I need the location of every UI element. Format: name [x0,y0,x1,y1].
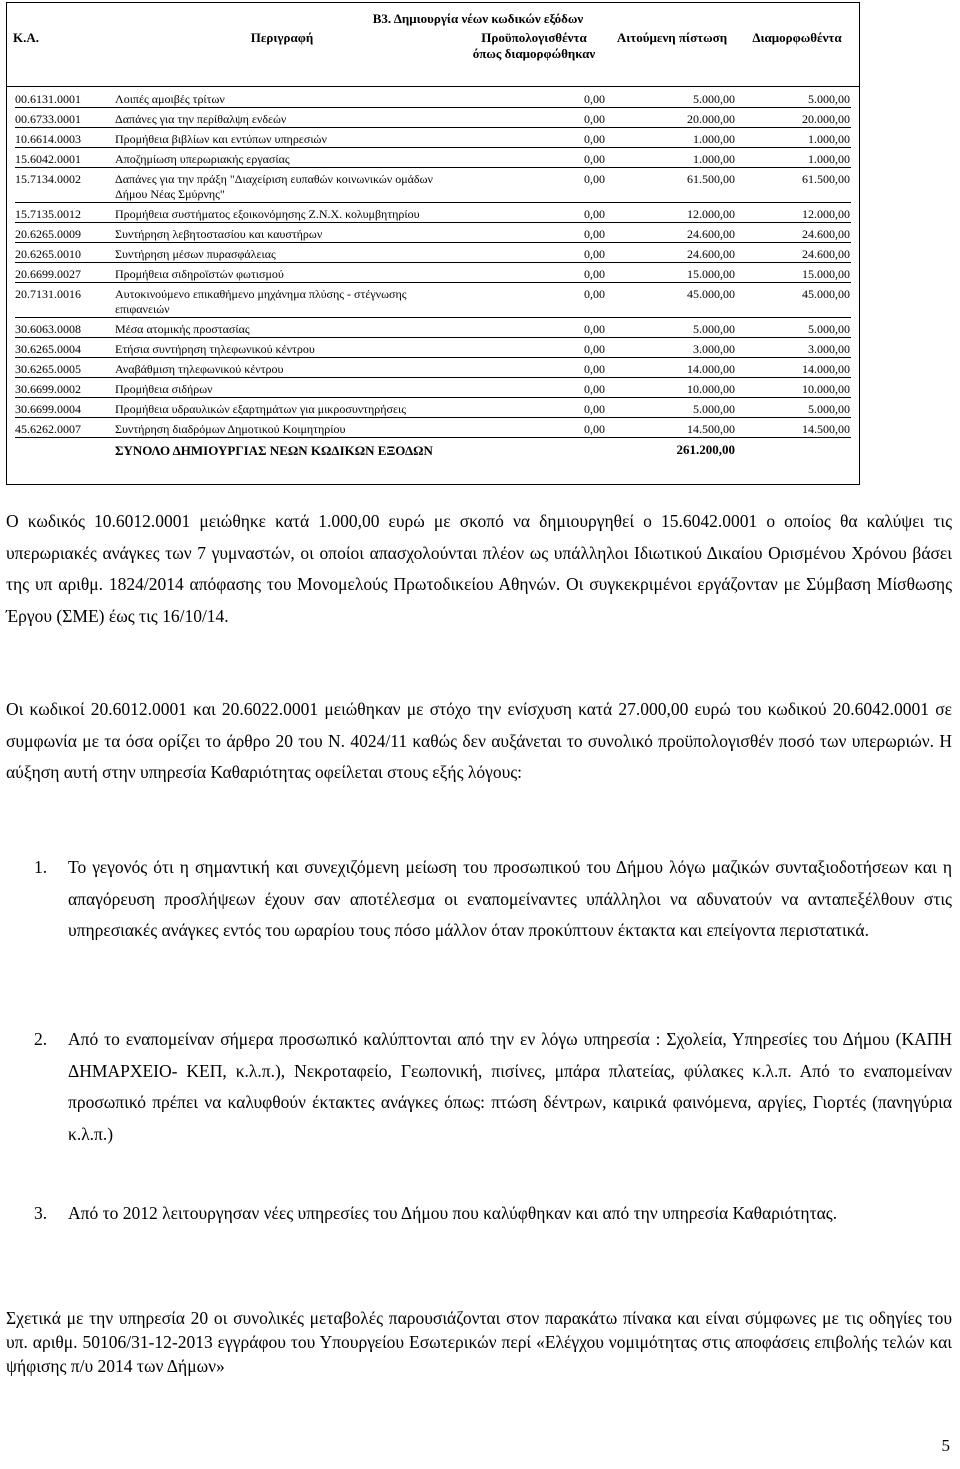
table-row [15,172,851,203]
row-modified: 24.600,00 [802,247,850,261]
row-budget: 0,00 [584,92,605,106]
row-budget: 0,00 [584,152,605,166]
list-item [34,1024,952,1150]
row-requested: 15.000,00 [687,267,735,281]
row-description: Προμήθεια σιδηροϊστών φωτισμού [115,267,284,281]
table-body [7,92,859,464]
row-requested: 24.600,00 [687,247,735,261]
row-code: 30.6699.0004 [15,402,81,416]
total-requested: 261.200,00 [676,442,735,457]
row-budget: 0,00 [584,112,605,126]
row-modified: 1.000,00 [808,152,850,166]
row-budget: 0,00 [584,422,605,436]
table-total-row [15,442,851,460]
row-code: 15.6042.0001 [15,152,81,166]
list-text: Από το εναπομείναν σήμερα προσωπικό καλύπτονται από την εν λόγω υπηρεσία : Σχολεία, Υπηρεσίες του Δήμου (ΚΑΠΗ ΔΗΜΑΡΧΕΙΟ- ΚΕΠ, κ.λ.π.), Νεκροταφείο, Γεωπονική, πισίνες, μπάρα πλατείας, φύλακες κ.λ.π. Από το εναπομείναν προσωπικό πρέπει να καλυφθούν έκτακτες ανάγκες όπως: πτώση δέντρων, καιρικά φαινόμενα, αργίες, Γιορτές (πανηγύρια κ.λ.π.) [68,1029,952,1144]
row-requested: 1.000,00 [693,132,735,146]
row-modified: 15.000,00 [802,267,850,281]
row-description: Ετήσια συντήρηση τηλεφωνικού κέντρου [115,342,315,356]
row-requested: 61.500,00 [687,172,735,186]
row-budget: 0,00 [584,247,605,261]
row-description: Προμήθεια βιβλίων και εντύπων υπηρεσιών [115,132,327,146]
list-number: 3. [34,1203,48,1223]
row-modified: 20.000,00 [802,112,850,126]
list-item [34,1198,952,1230]
row-description: Αποζημίωση υπερωριακής εργασίας [115,152,290,166]
row-budget: 0,00 [584,342,605,356]
row-modified: 5.000,00 [808,322,850,336]
row-description: Αναβάθμιση τηλεφωνικού κέντρου [115,362,284,376]
row-budget: 0,00 [584,362,605,376]
row-requested: 14.500,00 [687,422,735,436]
row-description: Συντήρηση λεβητοστασίου και καυστήρων [115,227,323,241]
header-description: Περιγραφή [250,30,314,45]
row-budget: 0,00 [584,267,605,281]
row-modified: 24.600,00 [802,227,850,241]
row-modified: 1.000,00 [808,132,850,146]
table-row [15,267,851,283]
new-expense-codes-table [6,2,860,485]
row-budget: 0,00 [584,207,605,221]
row-description: Προμήθεια συστήματος εξοικονόμησης Ζ.Ν.Χ. κολυμβητηρίου [115,207,420,221]
table-row [15,92,851,108]
row-requested: 10.000,00 [687,382,735,396]
row-description: Συντήρηση μέσων πυρασφάλειας [115,247,276,261]
row-requested: 24.600,00 [687,227,735,241]
header-requested: Αιτούμενη πίστωση [616,30,728,45]
row-description: Συντήρηση διαδρόμων Δημοτικού Κοιμητηρίου [115,422,346,436]
row-budget: 0,00 [584,382,605,396]
row-modified: 61.500,00 [802,172,850,186]
table-row [15,227,851,243]
header-divider [7,86,859,87]
row-modified: 14.500,00 [802,422,850,436]
row-modified: 45.000,00 [802,287,850,301]
table-row [15,152,851,168]
row-requested: 20.000,00 [687,112,735,126]
table-row [15,287,851,318]
header-modified: Διαμορφωθέντα [752,30,842,45]
row-modified: 14.000,00 [802,362,850,376]
table-row [15,247,851,263]
row-code: 45.6262.0007 [15,422,81,436]
row-requested: 3.000,00 [693,342,735,356]
header-code: Κ.Α. [13,30,39,45]
table-row [15,132,851,148]
table-title: Β3. Δημιουργία νέων κωδικών εξόδων [372,11,584,26]
row-budget: 0,00 [584,132,605,146]
row-modified: 12.000,00 [802,207,850,221]
row-description: Αυτοκινούμενο επικαθήμενο μηχάνημα πλύσης - στέγνωσης επιφανειών [115,287,407,316]
row-code: 30.6699.0002 [15,382,81,396]
row-modified: 10.000,00 [802,382,850,396]
row-code: 20.6265.0010 [15,247,81,261]
row-modified: 5.000,00 [808,92,850,106]
row-code: 00.6733.0001 [15,112,81,126]
row-code: 15.7135.0012 [15,207,81,221]
list-text: Το γεγονός ότι η σημαντική και συνεχιζόμενη μείωση του προσωπικού του Δήμου λόγω μαζικών συνταξιοδοτήσεων και η απαγόρευση προσλήψεων έχουν σαν αποτέλεσμα οι εναπομείναντες υπάλληλοι να αδυνατούν να ανταπεξέλθουν στις υπηρεσιακές ανάγκες εντός του ωραρίου τους πόσο μάλλον όταν προκύπτουν έκτακτα και επείγοντα περιστατικά. [68,857,952,940]
row-requested: 5.000,00 [693,92,735,106]
row-code: 30.6265.0004 [15,342,81,356]
final-paragraph: Σχετικά με την υπηρεσία 20 οι συνολικές μεταβολές παρουσιάζονται στον παρακάτω πίνακα και είναι σύμφωνες με τις οδηγίες του υπ. αριθμ. 50106/31-12-2013 εγγράφου του Υπουργείου Εσωτερικών περί «Ελέγχου νομιμότητας στις αποφάσεις επιβολής τελών και ψήφισης π/υ 2014 των Δήμων» [6,1308,952,1376]
row-budget: 0,00 [584,402,605,416]
row-requested: 5.000,00 [693,322,735,336]
row-code: 20.7131.0016 [15,287,81,301]
table-row [15,322,851,338]
table-row [15,207,851,223]
table-row [15,382,851,398]
row-code: 30.6265.0005 [15,362,81,376]
row-description: Προμήθεια υδραυλικών εξαρτημάτων για μικροσυντηρήσεις [115,402,407,416]
row-requested: 5.000,00 [693,402,735,416]
row-code: 20.6265.0009 [15,227,81,241]
row-budget: 0,00 [584,227,605,241]
row-code: 10.6614.0003 [15,132,81,146]
list-number: 1. [34,857,48,877]
table-row [15,402,851,418]
row-requested: 1.000,00 [693,152,735,166]
row-requested: 12.000,00 [687,207,735,221]
table-row [15,342,851,358]
paragraph-1: Ο κωδικός 10.6012.0001 μειώθηκε κατά 1.000,00 ευρώ με σκοπό να δημιουργηθεί ο 15.6042.0001 ο οποίος θα καλύψει τις υπερωριακές ανάγκες των 7 γυμναστών, οι οποίοι απασχολούνται πλέον ως υπάλληλοι Ιδιωτικού Δικαίου Ορισμένου Χρόνου βάσει της υπ αριθμ. 1824/2014 απόφασης του Μονομελούς Πρωτοδικείου Αθηνών. Οι συγκεκριμένοι εργάζονταν με Σύμβαση Μίσθωσης Έργου (ΣΜΕ) έως τις 16/10/14. [6,511,952,626]
list-number: 2. [34,1029,48,1049]
row-code: 00.6131.0001 [15,92,81,106]
table-row [15,362,851,378]
row-budget: 0,00 [584,172,605,186]
row-description: Δαπάνες για την περίθαλψη ενδεών [115,112,287,126]
row-budget: 0,00 [584,287,605,301]
row-budget: 0,00 [584,322,605,336]
row-modified: 3.000,00 [808,342,850,356]
row-requested: 45.000,00 [687,287,735,301]
paragraph-2: Οι κωδικοί 20.6012.0001 και 20.6022.0001 μειώθηκαν με στόχο την ενίσχυση κατά 27.000,00 ευρώ του κωδικού 20.6042.0001 σε συμφωνία με τα όσα ορίζει το άρθρο 20 του Ν. 4024/11 καθώς δεν αυξάνεται το συνολικό προϋπολογισθέν ποσό των υπερωριών. Η αύξηση αυτή στην υπηρεσία Καθαριότητας οφείλεται στους εξής λόγους: [6,699,952,782]
row-requested: 14.000,00 [687,362,735,376]
row-code: 20.6699.0027 [15,267,81,281]
row-code: 30.6063.0008 [15,322,81,336]
row-description: Προμήθεια σιδήρων [115,382,213,396]
header-budget: Προϋπολογισθέντα όπως διαμορφώθηκαν [472,30,596,61]
table-row [15,422,851,438]
row-description: Λοιπές αμοιβές τρίτων [115,92,225,106]
row-code: 15.7134.0002 [15,172,81,186]
row-modified: 5.000,00 [808,402,850,416]
page-number: 5 [941,1436,950,1455]
total-label: ΣΥΝΟΛΟ ΔΗΜΙΟΥΡΓΙΑΣ ΝΕΩΝ ΚΩΔΙΚΩΝ ΕΞΟΔΩΝ [115,443,433,458]
list-text: Από το 2012 λειτουργησαν νέες υπηρεσίες του Δήμου που καλύφθηκαν και από την υπηρεσία Καθαριότητας. [68,1203,838,1223]
table-row [15,112,851,128]
list-item [34,852,952,947]
row-description: Δαπάνες για την πράξη "Διαχείριση ευπαθών κοινωνικών ομάδων Δήμου Νέας Σμύρνης" [115,172,433,201]
row-description: Μέσα ατομικής προστασίας [115,322,250,336]
